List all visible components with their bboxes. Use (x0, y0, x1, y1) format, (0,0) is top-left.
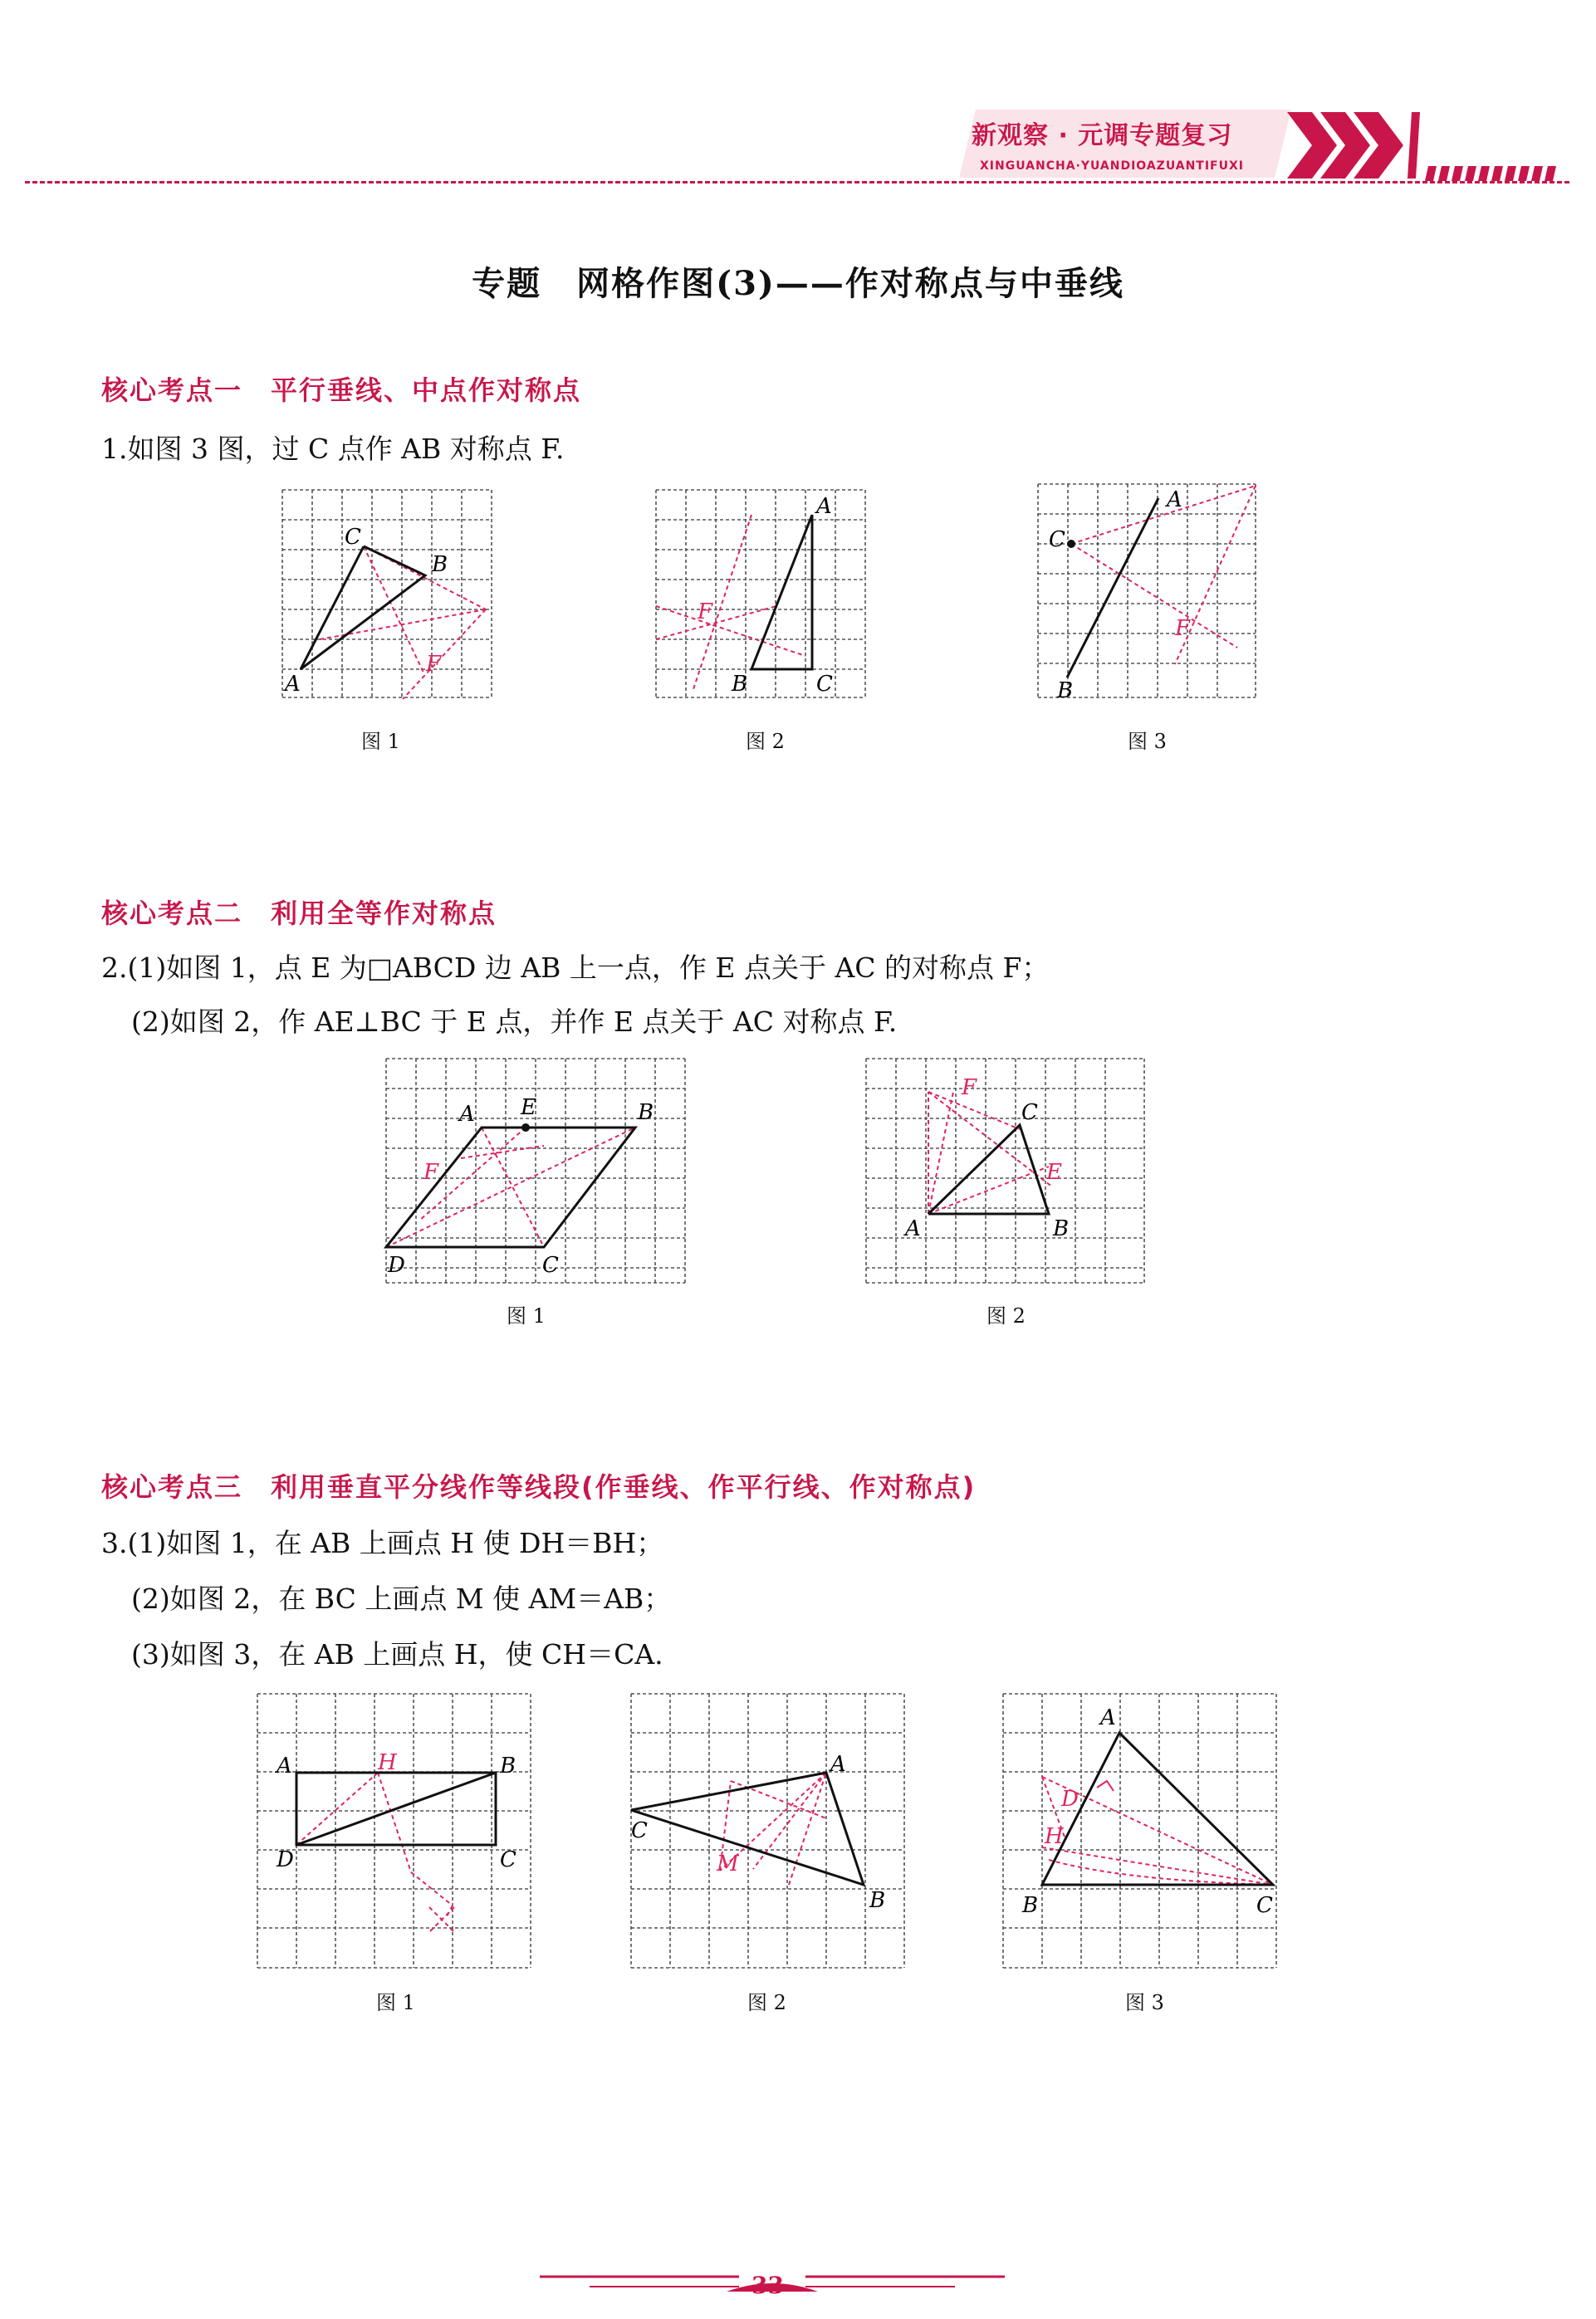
figure-3-1 (253, 1690, 536, 1972)
label-B: B (638, 1100, 654, 1125)
label-B: B (732, 672, 748, 697)
section-3-heading: 核心考点三 利用垂直平分线作等线段(作垂线、作平行线、作对称点) (101, 1471, 977, 1503)
label-C: C (500, 1847, 516, 1872)
question-3-1: 3.(1)如图 1，在 AB 上画点 H 使 DH＝BH； (101, 1527, 664, 1559)
label-B: B (1057, 678, 1074, 703)
header-chevron-icon (1287, 108, 1569, 183)
caption-fig-1-1: 图 1 (361, 730, 400, 753)
figure-3-3 (999, 1690, 1281, 1972)
header-subtitle: XINGUANCHA·YUANDIOAZUANTIFUXI (980, 159, 1244, 173)
section-1-heading: 核心考点一 平行垂线、中点作对称点 (101, 374, 582, 406)
caption-fig-3-1: 图 1 (376, 1991, 415, 2014)
label-A: A (816, 494, 832, 519)
label-F: F (698, 599, 713, 624)
label-E: E (1046, 1160, 1062, 1185)
label-F: F (423, 1160, 439, 1185)
label-C: C (1021, 1100, 1038, 1125)
label-H: H (1045, 1824, 1064, 1849)
caption-fig-3-2: 图 2 (747, 1991, 786, 2014)
label-A: A (905, 1216, 921, 1241)
label-F: F (962, 1075, 977, 1100)
label-F: F (1175, 616, 1191, 641)
label-A: A (459, 1102, 475, 1127)
section-2-heading: 核心考点二 利用全等作对称点 (101, 898, 497, 929)
header-title: 新观察 · 元调专题复习 (972, 121, 1233, 150)
label-B: B (500, 1754, 516, 1778)
figure-1-2 (652, 482, 876, 706)
figure-3-2 (627, 1690, 909, 1972)
label-B: B (1053, 1216, 1070, 1241)
label-D: D (1061, 1787, 1079, 1812)
label-B: B (432, 552, 448, 577)
label-E: E (521, 1095, 536, 1120)
figure-1-3 (1034, 482, 1266, 706)
question-2-2: (2)如图 2，作 AE⊥BC 于 E 点，并作 E 点关于 AC 对称点 F. (131, 1005, 898, 1038)
label-D: D (277, 1847, 294, 1872)
label-B: B (869, 1888, 886, 1913)
page-title: 专题 网格作图(3)——作对称点与中垂线 (472, 264, 1124, 303)
label-B: B (1022, 1893, 1039, 1918)
label-A: A (277, 1754, 292, 1778)
caption-fig-2-1: 图 1 (507, 1304, 546, 1328)
label-A: A (830, 1752, 846, 1777)
question-3-2: (2)如图 2，在 BC 上画点 M 使 AM＝AB； (131, 1583, 672, 1615)
label-C: C (542, 1253, 559, 1278)
label-A: A (285, 672, 301, 697)
label-C: C (1256, 1893, 1273, 1918)
question-1: 1.如图 3 图，过 C 点作 AB 对称点 F. (101, 433, 565, 465)
caption-fig-2-2: 图 2 (986, 1304, 1026, 1328)
figure-1-1 (270, 482, 494, 706)
label-A: A (1100, 1705, 1116, 1730)
figure-2-1 (378, 1054, 702, 1287)
figure-2-2 (862, 1054, 1153, 1287)
label-C: C (345, 525, 361, 550)
caption-fig-1-2: 图 2 (746, 730, 785, 753)
question-3-3: (3)如图 3，在 AB 上画点 H，使 CH＝CA. (131, 1638, 663, 1671)
label-F: F (426, 652, 442, 677)
label-C: C (1049, 527, 1065, 552)
caption-fig-1-3: 图 3 (1128, 730, 1167, 753)
label-M: M (717, 1852, 739, 1876)
label-C: C (816, 672, 833, 697)
label-H: H (378, 1750, 397, 1775)
label-A: A (1167, 487, 1182, 512)
question-2-1: 2.(1)如图 1，点 E 为□ABCD 边 AB 上一点，作 E 点关于 AC 的对称点 F； (101, 952, 1050, 984)
caption-fig-3-3: 图 3 (1125, 1991, 1164, 2014)
label-C: C (631, 1818, 648, 1843)
page-number: 33 (751, 2272, 784, 2299)
label-D: D (388, 1253, 405, 1278)
